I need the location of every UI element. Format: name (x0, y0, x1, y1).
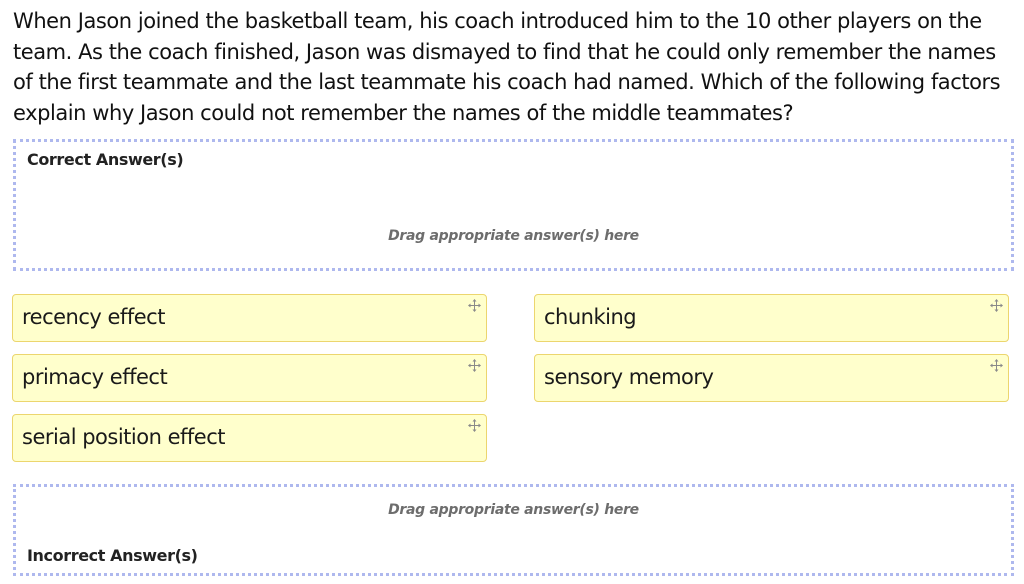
answer-chip-label: chunking (544, 305, 637, 329)
move-icon (990, 359, 1003, 372)
move-icon (468, 299, 481, 312)
question-text: When Jason joined the basketball team, his coach introduced him to the 10 other players on the team. As the coach finished, Jason was dismayed to find that he could only remember the names of the first teammate and the last teammate his coach had named. Which of the following factors explain why Jason could not remember the names of the middle teammates? (13, 9, 1001, 125)
correct-answers-label: Correct Answer(s) (27, 150, 184, 169)
move-icon (468, 419, 481, 432)
answer-chip-recency-effect[interactable] (12, 294, 487, 342)
answer-chip-chunking[interactable] (534, 294, 1009, 342)
correct-dropzone-hint: Drag appropriate answer(s) here (388, 228, 639, 244)
answer-chip-serial-position-effect[interactable] (12, 414, 487, 462)
answer-chip-label: recency effect (22, 305, 165, 329)
answer-chip-label: primacy effect (22, 365, 168, 389)
incorrect-answers-label: Incorrect Answer(s) (27, 546, 198, 565)
answer-chip-primacy-effect[interactable] (12, 354, 487, 402)
move-icon (468, 359, 481, 372)
incorrect-answers-dropzone[interactable] (13, 484, 1014, 576)
correct-answers-dropzone[interactable] (13, 139, 1014, 271)
answer-chip-sensory-memory[interactable] (534, 354, 1009, 402)
incorrect-dropzone-hint: Drag appropriate answer(s) here (388, 502, 639, 518)
answer-chip-label: serial position effect (22, 425, 225, 449)
move-icon (990, 299, 1003, 312)
answer-chip-label: sensory memory (544, 365, 714, 389)
